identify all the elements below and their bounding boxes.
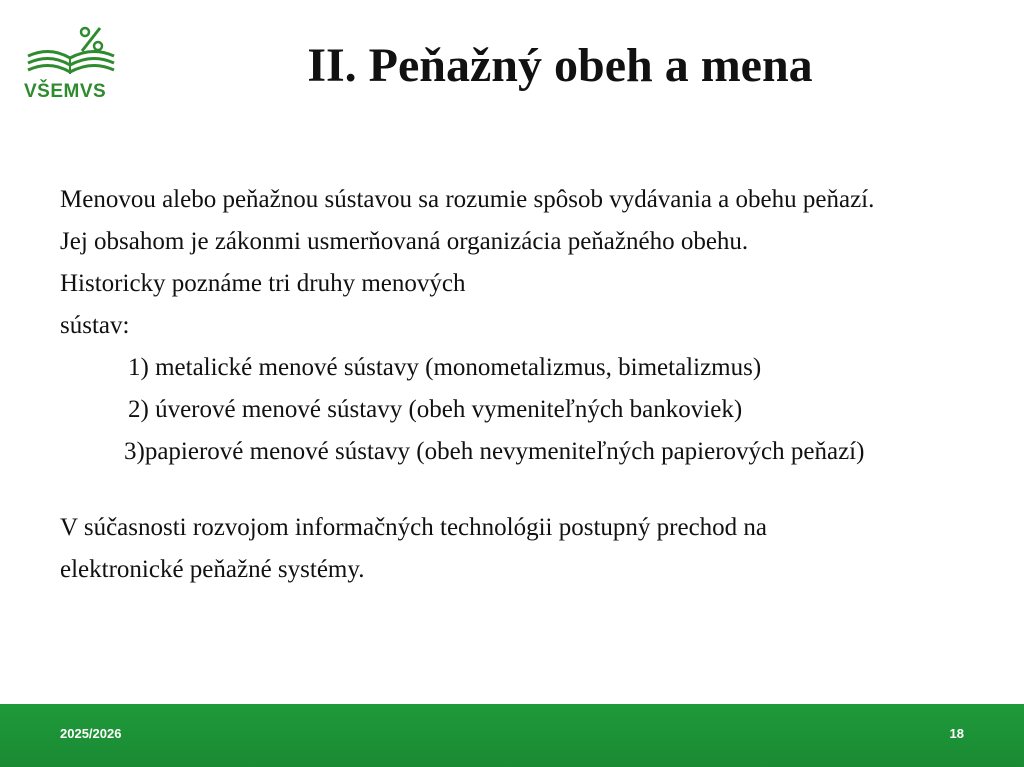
list-item-paper: 3)papierové menové sústavy (obeh nevymeniteľných papierových peňazí) [124,438,865,465]
open-book-percent-icon [22,22,122,84]
list-item-credit: 2) úverové menové sústavy (obeh vymeniteľných bankoviek) [128,396,743,423]
slide-number: 18 [949,726,964,741]
paragraph-present-line1: V súčasnosti rozvojom informačných technológii postupný prechod na [60,514,768,541]
school-logo [22,22,122,107]
footer-bar [0,704,1024,767]
paragraph-history-line2: sústav: [60,312,130,339]
slide-title: II. Peňažný obeh a mena [307,39,813,92]
paragraph-content: Jej obsahom je zákonmi usmerňovaná organizácia peňažného obehu. [60,228,749,255]
logo-text: VŠEMVS [24,81,107,102]
paragraph-history-line1: Historicky poznáme tri druhy menových [60,270,466,297]
paragraph-definition: Menovou alebo peňažnou sústavou sa rozumie spôsob vydávania a obehu peňazí. [60,186,875,213]
slide-body [60,183,965,595]
footer-academic-year: 2025/2026 [60,726,122,741]
paragraph-present-line2: elektronické peňažné systémy. [60,556,365,583]
list-item-metallic: 1) metalické menové sústavy (monometalizmus, bimetalizmus) [128,354,762,381]
